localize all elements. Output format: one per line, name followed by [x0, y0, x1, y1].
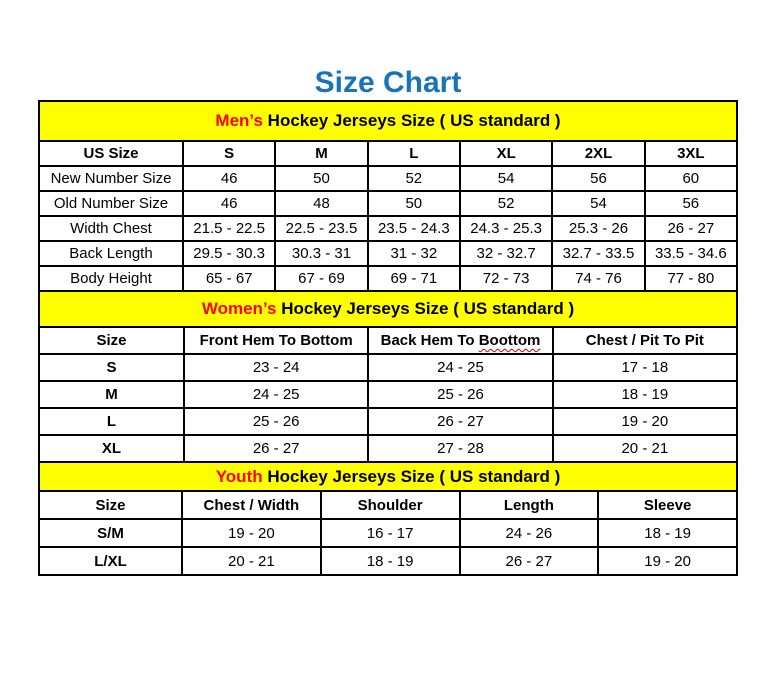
row-label: XL — [39, 435, 184, 462]
youth-section-header-row — [39, 462, 737, 491]
womens-column-header: Size — [39, 327, 184, 354]
womens-column-header-row — [39, 327, 737, 354]
table-row — [39, 381, 737, 408]
youth-header-text: Hockey Jerseys Size ( US standard ) — [262, 466, 561, 486]
cell-value: 29.5 - 30.3 — [183, 241, 275, 266]
mens-section-header-row — [39, 101, 737, 141]
cell-value: 67 - 69 — [275, 266, 367, 291]
cell-value: 33.5 - 34.6 — [645, 241, 737, 266]
cell-value: 77 - 80 — [645, 266, 737, 291]
table-row — [39, 241, 737, 266]
womens-column-header: Back Hem To Boottom — [368, 327, 552, 354]
cell-value: 18 - 19 — [598, 519, 737, 547]
cell-value: 16 - 17 — [321, 519, 460, 547]
cell-value: 26 - 27 — [460, 547, 599, 575]
cell-value: 21.5 - 22.5 — [183, 216, 275, 241]
mens-column-header: 3XL — [645, 141, 737, 166]
page-title: Size Chart — [314, 66, 462, 99]
mens-section-header — [39, 101, 737, 141]
table-row — [39, 166, 737, 191]
cell-value: 22.5 - 23.5 — [275, 216, 367, 241]
cell-value: 24 - 25 — [368, 354, 552, 381]
cell-value: 32 - 32.7 — [460, 241, 552, 266]
cell-value: 50 — [275, 166, 367, 191]
youth-section-header — [39, 462, 737, 491]
womens-section-header — [39, 291, 737, 327]
cell-value: 24 - 26 — [460, 519, 599, 547]
table-row — [39, 354, 737, 381]
cell-value: 65 - 67 — [183, 266, 275, 291]
cell-value: 20 - 21 — [553, 435, 737, 462]
youth-column-header: Length — [460, 491, 599, 519]
mens-column-header: L — [368, 141, 460, 166]
cell-value: 17 - 18 — [553, 354, 737, 381]
row-label: Width Chest — [39, 216, 183, 241]
cell-value: 18 - 19 — [321, 547, 460, 575]
mens-column-header: 2XL — [552, 141, 644, 166]
table-row — [39, 435, 737, 462]
table-row — [39, 266, 737, 291]
cell-value: 56 — [552, 166, 644, 191]
row-label: L/XL — [39, 547, 182, 575]
cell-value: 69 - 71 — [368, 266, 460, 291]
cell-value: 27 - 28 — [368, 435, 552, 462]
womens-header-highlight: Women’s — [201, 299, 277, 318]
cell-value: 26 - 27 — [184, 435, 368, 462]
cell-value: 26 - 27 — [645, 216, 737, 241]
mens-column-header: XL — [460, 141, 552, 166]
row-label: S — [39, 354, 184, 381]
cell-value: 72 - 73 — [460, 266, 552, 291]
youth-header-highlight: Youth — [215, 466, 263, 486]
youth-column-header: Shoulder — [321, 491, 460, 519]
cell-value: 24.3 - 25.3 — [460, 216, 552, 241]
cell-value: 19 - 20 — [182, 519, 321, 547]
row-label: Old Number Size — [39, 191, 183, 216]
cell-value: 52 — [368, 166, 460, 191]
cell-value: 52 — [460, 191, 552, 216]
womens-size-table — [38, 290, 738, 463]
row-label: New Number Size — [39, 166, 183, 191]
cell-value: 60 — [645, 166, 737, 191]
row-label: Body Height — [39, 266, 183, 291]
womens-column-header: Chest / Pit To Pit — [553, 327, 737, 354]
mens-column-header-row — [39, 141, 737, 166]
mens-header-highlight: Men’s — [215, 111, 263, 130]
mens-column-header: US Size — [39, 141, 183, 166]
cell-value: 74 - 76 — [552, 266, 644, 291]
cell-value: 54 — [460, 166, 552, 191]
youth-column-header-row — [39, 491, 737, 519]
cell-value: 19 - 20 — [598, 547, 737, 575]
mens-column-header: M — [275, 141, 367, 166]
row-label: M — [39, 381, 184, 408]
cell-value: 32.7 - 33.5 — [552, 241, 644, 266]
table-row — [39, 547, 737, 575]
cell-value: 56 — [645, 191, 737, 216]
cell-value: 25.3 - 26 — [552, 216, 644, 241]
youth-size-table — [38, 461, 738, 576]
cell-value: 23.5 - 24.3 — [368, 216, 460, 241]
youth-column-header: Chest / Width — [182, 491, 321, 519]
cell-value: 23 - 24 — [184, 354, 368, 381]
cell-value: 20 - 21 — [182, 547, 321, 575]
row-label: Back Length — [39, 241, 183, 266]
cell-value: 54 — [552, 191, 644, 216]
youth-column-header: Sleeve — [598, 491, 737, 519]
cell-value: 46 — [183, 191, 275, 216]
cell-value: 50 — [368, 191, 460, 216]
size-chart — [38, 100, 738, 576]
table-row — [39, 408, 737, 435]
womens-column-header: Front Hem To Bottom — [184, 327, 368, 354]
misspelled-word: Boottom — [478, 332, 541, 349]
cell-value: 31 - 32 — [368, 241, 460, 266]
cell-value: 24 - 25 — [184, 381, 368, 408]
cell-value: 25 - 26 — [184, 408, 368, 435]
mens-size-table — [38, 100, 738, 292]
row-label: L — [39, 408, 184, 435]
womens-section-header-row — [39, 291, 737, 327]
womens-header-text: Hockey Jerseys Size ( US standard ) — [276, 299, 575, 318]
cell-value: 46 — [183, 166, 275, 191]
cell-value: 26 - 27 — [368, 408, 552, 435]
cell-value: 30.3 - 31 — [275, 241, 367, 266]
cell-value: 18 - 19 — [553, 381, 737, 408]
cell-value: 25 - 26 — [368, 381, 552, 408]
mens-column-header: S — [183, 141, 275, 166]
table-row — [39, 519, 737, 547]
youth-column-header: Size — [39, 491, 182, 519]
cell-value: 48 — [275, 191, 367, 216]
mens-header-text: Hockey Jerseys Size ( US standard ) — [262, 111, 561, 130]
cell-value: 19 - 20 — [553, 408, 737, 435]
table-row — [39, 216, 737, 241]
table-row — [39, 191, 737, 216]
row-label: S/M — [39, 519, 182, 547]
